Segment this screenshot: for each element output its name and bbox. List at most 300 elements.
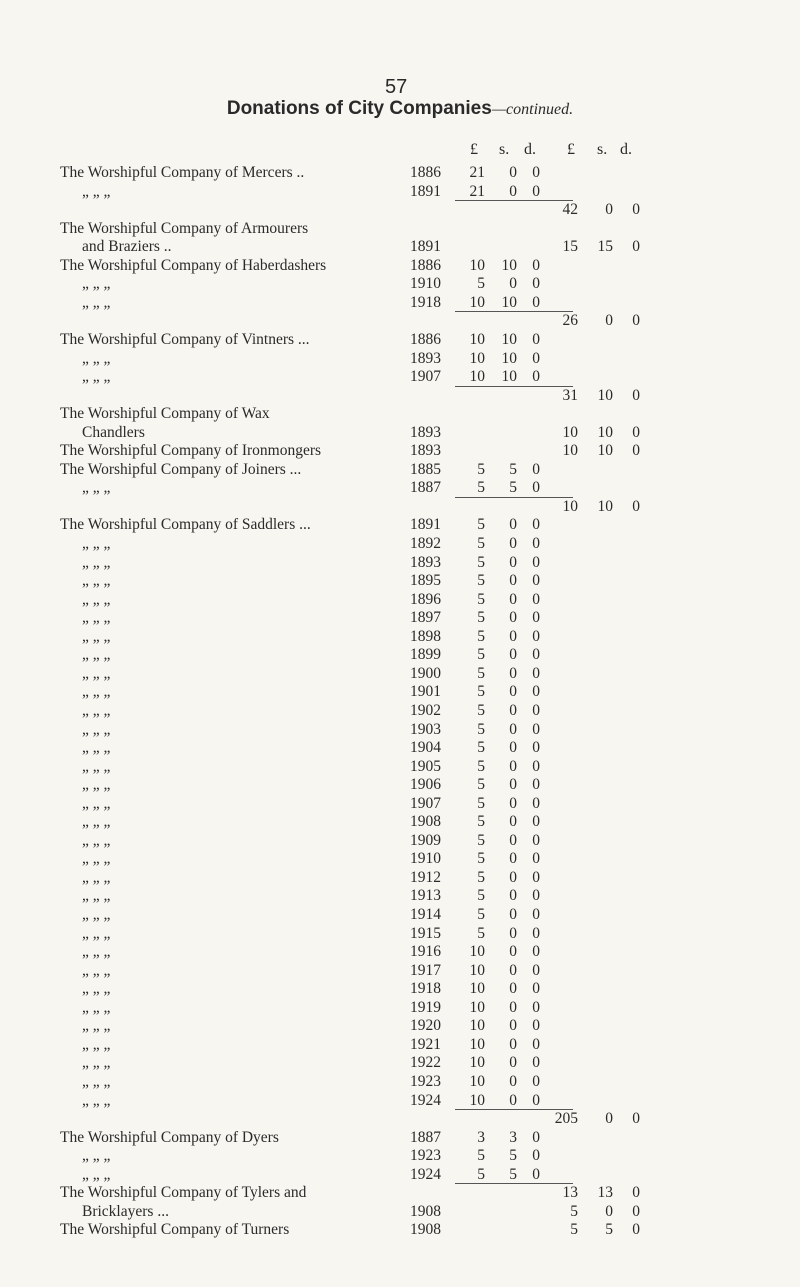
- year: 1921: [410, 1036, 441, 1053]
- table-row: [0, 1184, 800, 1201]
- amount-shillings: 0: [509, 758, 517, 775]
- ditto-marks: „ „ „: [82, 479, 111, 496]
- ditto-marks: „ „ „: [82, 795, 111, 812]
- heading-title: Donations of City Companies: [226, 98, 492, 119]
- company-name: The Worshipful Company of Vintners ...: [60, 331, 310, 348]
- table-row: [0, 1054, 800, 1071]
- amount-pence: 0: [532, 850, 540, 867]
- year: 1886: [410, 257, 441, 274]
- amount-shillings: 5: [509, 1166, 517, 1183]
- total-pounds: 42: [562, 201, 578, 218]
- amount-pounds: 5: [477, 813, 485, 830]
- amount-pounds: 10: [469, 331, 485, 348]
- table-row: [0, 832, 800, 849]
- table-row: [0, 424, 800, 441]
- amount-shillings: 0: [509, 739, 517, 756]
- amount-pence: 0: [532, 461, 540, 478]
- table-row: [0, 1092, 800, 1109]
- total-pounds: 10: [562, 442, 578, 459]
- amount-shillings: 0: [509, 572, 517, 589]
- year: 1903: [410, 721, 441, 738]
- amount-shillings: 0: [509, 980, 517, 997]
- ditto-marks: „ „ „: [82, 183, 111, 200]
- year: 1908: [410, 1203, 441, 1220]
- year: 1918: [410, 980, 441, 997]
- amount-pounds: 10: [469, 257, 485, 274]
- year: 1902: [410, 702, 441, 719]
- year: 1916: [410, 943, 441, 960]
- amount-shillings: 0: [509, 646, 517, 663]
- amount-pence: 0: [532, 609, 540, 626]
- page-number: 57: [385, 76, 408, 98]
- ditto-marks: „ „ „: [82, 1036, 111, 1053]
- amount-pence: 0: [532, 350, 540, 367]
- amount-shillings: 10: [501, 350, 517, 367]
- ditto-marks: „ „ „: [82, 962, 111, 979]
- amount-shillings: 5: [509, 479, 517, 496]
- amount-pounds: 5: [477, 887, 485, 904]
- amount-shillings: 0: [509, 164, 517, 181]
- total-pounds: 13: [562, 1184, 578, 1201]
- table-row: [0, 1166, 800, 1183]
- amount-shillings: 0: [509, 906, 517, 923]
- amount-pounds: 10: [469, 368, 485, 385]
- table-row: [0, 758, 800, 775]
- amount-pence: 0: [532, 813, 540, 830]
- ditto-marks: „ „ „: [82, 702, 111, 719]
- amount-pounds: 5: [477, 721, 485, 738]
- year: 1893: [410, 442, 441, 459]
- page-heading: [0, 98, 800, 120]
- amount-pence: 0: [532, 646, 540, 663]
- amount-pounds: 5: [477, 665, 485, 682]
- amount-pounds: 10: [469, 1054, 485, 1071]
- year: 1895: [410, 572, 441, 589]
- total-pence: 0: [632, 1110, 640, 1127]
- company-name: and Braziers ..: [82, 238, 172, 255]
- ditto-marks: „ „ „: [82, 850, 111, 867]
- table-row: [0, 275, 800, 292]
- ditto-marks: „ „ „: [82, 721, 111, 738]
- amount-pence: 0: [532, 294, 540, 311]
- table-row: [0, 220, 800, 237]
- total-pounds: 205: [554, 1110, 578, 1127]
- ditto-marks: „ „ „: [82, 813, 111, 830]
- year: 1924: [410, 1092, 441, 1109]
- amount-pence: 0: [532, 906, 540, 923]
- amount-shillings: 0: [509, 813, 517, 830]
- total-pence: 0: [632, 312, 640, 329]
- ditto-marks: „ „ „: [82, 1166, 111, 1183]
- total-pence: 0: [632, 1184, 640, 1201]
- amount-pounds: 5: [477, 554, 485, 571]
- amount-shillings: 0: [509, 183, 517, 200]
- amount-shillings: 0: [509, 721, 517, 738]
- ditto-marks: „ „ „: [82, 925, 111, 942]
- ditto-marks: „ „ „: [82, 646, 111, 663]
- table-row: [0, 1073, 800, 1090]
- amount-shillings: 10: [501, 294, 517, 311]
- ditto-marks: „ „ „: [82, 999, 111, 1016]
- total-pounds: 31: [562, 387, 578, 404]
- year: 1922: [410, 1054, 441, 1071]
- table-row: [0, 479, 800, 496]
- total-row: [0, 1110, 800, 1127]
- amount-shillings: 0: [509, 832, 517, 849]
- total-shillings: 10: [597, 442, 613, 459]
- ditto-marks: „ „ „: [82, 683, 111, 700]
- ditto-marks: „ „ „: [82, 554, 111, 571]
- subtotal-pounds-header: £: [470, 141, 478, 158]
- table-row: [0, 702, 800, 719]
- table-row: [0, 331, 800, 348]
- amount-pence: 0: [532, 683, 540, 700]
- amount-pence: 0: [532, 758, 540, 775]
- year: 1909: [410, 832, 441, 849]
- ditto-marks: „ „ „: [82, 1147, 111, 1164]
- total-pounds: 10: [562, 424, 578, 441]
- table-row: [0, 294, 800, 311]
- amount-pounds: 21: [469, 164, 485, 181]
- amount-shillings: 0: [509, 1073, 517, 1090]
- amount-shillings: 0: [509, 962, 517, 979]
- amount-pence: 0: [532, 628, 540, 645]
- amount-pounds: 5: [477, 479, 485, 496]
- amount-pence: 0: [532, 1036, 540, 1053]
- table-row: [0, 609, 800, 626]
- total-pence: 0: [632, 201, 640, 218]
- amount-pence: 0: [532, 665, 540, 682]
- company-name: Bricklayers ...: [82, 1203, 169, 1220]
- amount-shillings: 0: [509, 1017, 517, 1034]
- amount-shillings: 0: [509, 776, 517, 793]
- amount-pence: 0: [532, 572, 540, 589]
- ditto-marks: „ „ „: [82, 1054, 111, 1071]
- amount-pounds: 3: [477, 1129, 485, 1146]
- amount-pence: 0: [532, 516, 540, 533]
- table-row: [0, 850, 800, 867]
- table-row: [0, 665, 800, 682]
- amount-shillings: 10: [501, 368, 517, 385]
- amount-shillings: 0: [509, 943, 517, 960]
- amount-pence: 0: [532, 1054, 540, 1071]
- company-name: The Worshipful Company of Mercers ..: [60, 164, 305, 181]
- total-shillings: 10: [597, 498, 613, 515]
- amount-pounds: 10: [469, 999, 485, 1016]
- table-row: [0, 572, 800, 589]
- heading-continued: —continued.: [491, 101, 574, 118]
- amount-pounds: 5: [477, 461, 485, 478]
- amount-pence: 0: [532, 1147, 540, 1164]
- amount-pounds: 5: [477, 869, 485, 886]
- total-pence-header: d.: [620, 141, 632, 158]
- ditto-marks: „ „ „: [82, 758, 111, 775]
- amount-pence: 0: [532, 887, 540, 904]
- total-row: [0, 312, 800, 329]
- amount-shillings: 0: [509, 999, 517, 1016]
- year: 1893: [410, 424, 441, 441]
- table-row: [0, 164, 800, 181]
- ditto-marks: „ „ „: [82, 739, 111, 756]
- table-row: [0, 183, 800, 200]
- total-row: [0, 201, 800, 218]
- amount-pounds: 21: [469, 183, 485, 200]
- ditto-marks: „ „ „: [82, 665, 111, 682]
- amount-pounds: 5: [477, 758, 485, 775]
- table-row: [0, 535, 800, 552]
- company-name: Chandlers: [82, 424, 145, 441]
- year: 1896: [410, 591, 441, 608]
- total-pence: 0: [632, 1203, 640, 1220]
- year: 1905: [410, 758, 441, 775]
- amount-pounds: 5: [477, 739, 485, 756]
- amount-shillings: 10: [501, 257, 517, 274]
- amount-pounds: 5: [477, 275, 485, 292]
- table-row: [0, 1036, 800, 1053]
- amount-shillings: 0: [509, 535, 517, 552]
- table-row: [0, 925, 800, 942]
- amount-shillings: 0: [509, 925, 517, 942]
- table-row: [0, 257, 800, 274]
- year: 1923: [410, 1147, 441, 1164]
- year: 1886: [410, 331, 441, 348]
- table-row: [0, 869, 800, 886]
- amount-pence: 0: [532, 368, 540, 385]
- ditto-marks: „ „ „: [82, 1017, 111, 1034]
- table-row: [0, 628, 800, 645]
- amount-pence: 0: [532, 331, 540, 348]
- ditto-marks: „ „ „: [82, 535, 111, 552]
- year: 1908: [410, 1221, 441, 1238]
- amount-pounds: 5: [477, 702, 485, 719]
- ditto-marks: „ „ „: [82, 887, 111, 904]
- ditto-marks: „ „ „: [82, 906, 111, 923]
- year: 1885: [410, 461, 441, 478]
- amount-pounds: 5: [477, 572, 485, 589]
- year: 1915: [410, 925, 441, 942]
- subtotal-pence-header: d.: [524, 141, 536, 158]
- amount-pounds: 10: [469, 962, 485, 979]
- total-shillings: 5: [605, 1221, 613, 1238]
- year: 1910: [410, 850, 441, 867]
- total-pence: 0: [632, 1221, 640, 1238]
- total-shillings: 0: [605, 1110, 613, 1127]
- amount-pounds: 5: [477, 832, 485, 849]
- year: 1899: [410, 646, 441, 663]
- year: 1892: [410, 535, 441, 552]
- year: 1924: [410, 1166, 441, 1183]
- amount-pounds: 5: [477, 1147, 485, 1164]
- ditto-marks: „ „ „: [82, 368, 111, 385]
- year: 1920: [410, 1017, 441, 1034]
- company-name: The Worshipful Company of Ironmongers: [60, 442, 322, 459]
- amount-pence: 0: [532, 1166, 540, 1183]
- amount-pence: 0: [532, 795, 540, 812]
- amount-pence: 0: [532, 832, 540, 849]
- table-row: [0, 962, 800, 979]
- amount-shillings: 0: [509, 554, 517, 571]
- table-row: [0, 368, 800, 385]
- year: 1923: [410, 1073, 441, 1090]
- table-row: [0, 591, 800, 608]
- amount-shillings: 0: [509, 869, 517, 886]
- year: 1913: [410, 887, 441, 904]
- company-name: The Worshipful Company of Dyers: [60, 1129, 279, 1146]
- table-row: [0, 943, 800, 960]
- amount-pence: 0: [532, 943, 540, 960]
- amount-pounds: 10: [469, 1092, 485, 1109]
- ditto-marks: „ „ „: [82, 776, 111, 793]
- total-pence: 0: [632, 498, 640, 515]
- company-name: The Worshipful Company of Wax: [60, 405, 270, 422]
- year: 1891: [410, 238, 441, 255]
- amount-shillings: 0: [509, 1054, 517, 1071]
- ditto-marks: „ „ „: [82, 869, 111, 886]
- table-row: [0, 238, 800, 255]
- total-pounds: 5: [570, 1203, 578, 1220]
- year: 1891: [410, 516, 441, 533]
- amount-pounds: 5: [477, 1166, 485, 1183]
- amount-pounds: 5: [477, 591, 485, 608]
- amount-shillings: 0: [509, 1036, 517, 1053]
- total-pence: 0: [632, 387, 640, 404]
- total-pounds-header: £: [567, 141, 575, 158]
- ditto-marks: „ „ „: [82, 1092, 111, 1109]
- amount-pounds: 10: [469, 1073, 485, 1090]
- amount-shillings: 0: [509, 609, 517, 626]
- year: 1886: [410, 164, 441, 181]
- amount-pence: 0: [532, 925, 540, 942]
- ditto-marks: „ „ „: [82, 350, 111, 367]
- company-name: The Worshipful Company of Tylers and: [60, 1184, 307, 1201]
- total-pounds: 15: [562, 238, 578, 255]
- table-row: [0, 1221, 800, 1238]
- amount-shillings: 5: [509, 461, 517, 478]
- total-shillings: 0: [605, 312, 613, 329]
- table-row: [0, 906, 800, 923]
- total-shillings: 0: [605, 201, 613, 218]
- total-shillings: 10: [597, 424, 613, 441]
- ditto-marks: „ „ „: [82, 591, 111, 608]
- amount-pence: 0: [532, 999, 540, 1016]
- amount-pounds: 5: [477, 628, 485, 645]
- amount-pounds: 5: [477, 850, 485, 867]
- amount-pounds: 5: [477, 906, 485, 923]
- table-row: [0, 999, 800, 1016]
- year: 1901: [410, 683, 441, 700]
- table-row: [0, 887, 800, 904]
- table-row: [0, 1147, 800, 1164]
- table-row: [0, 405, 800, 422]
- table-row: [0, 554, 800, 571]
- amount-pounds: 10: [469, 943, 485, 960]
- amount-pence: 0: [532, 869, 540, 886]
- table-row: [0, 776, 800, 793]
- amount-pounds: 5: [477, 683, 485, 700]
- table-row: [0, 1017, 800, 1034]
- total-pence: 0: [632, 238, 640, 255]
- total-shillings-header: s.: [597, 141, 608, 158]
- table-row: [0, 813, 800, 830]
- table-row: [0, 683, 800, 700]
- ditto-marks: „ „ „: [82, 1073, 111, 1090]
- amount-pence: 0: [532, 164, 540, 181]
- year: 1917: [410, 962, 441, 979]
- total-pence: 0: [632, 424, 640, 441]
- company-name: The Worshipful Company of Haberdashers: [60, 257, 327, 274]
- amount-pounds: 10: [469, 1036, 485, 1053]
- table-row: [0, 461, 800, 478]
- year: 1904: [410, 739, 441, 756]
- table-row: [0, 1203, 800, 1220]
- company-name: The Worshipful Company of Joiners ...: [60, 461, 302, 478]
- year: 1887: [410, 1129, 441, 1146]
- amount-pence: 0: [532, 535, 540, 552]
- ditto-marks: „ „ „: [82, 943, 111, 960]
- amount-pence: 0: [532, 1073, 540, 1090]
- amount-shillings: 0: [509, 702, 517, 719]
- amount-shillings: 10: [501, 331, 517, 348]
- table-row: [0, 516, 800, 533]
- table-row: [0, 646, 800, 663]
- year: 1900: [410, 665, 441, 682]
- amount-pence: 0: [532, 776, 540, 793]
- year: 1893: [410, 554, 441, 571]
- amount-shillings: 0: [509, 516, 517, 533]
- ditto-marks: „ „ „: [82, 609, 111, 626]
- year: 1910: [410, 275, 441, 292]
- year: 1906: [410, 776, 441, 793]
- amount-pounds: 10: [469, 1017, 485, 1034]
- ditto-marks: „ „ „: [82, 572, 111, 589]
- total-row: [0, 387, 800, 404]
- amount-shillings: 3: [509, 1129, 517, 1146]
- year: 1897: [410, 609, 441, 626]
- amount-shillings: 0: [509, 795, 517, 812]
- year: 1887: [410, 479, 441, 496]
- table-row: [0, 350, 800, 367]
- amount-shillings: 0: [509, 628, 517, 645]
- year: 1918: [410, 294, 441, 311]
- amount-pence: 0: [532, 591, 540, 608]
- amount-pounds: 10: [469, 980, 485, 997]
- total-pence: 0: [632, 442, 640, 459]
- company-name: The Worshipful Company of Turners: [60, 1221, 290, 1238]
- amount-pence: 0: [532, 980, 540, 997]
- amount-shillings: 5: [509, 1147, 517, 1164]
- total-pounds: 26: [562, 312, 578, 329]
- year: 1891: [410, 183, 441, 200]
- ditto-marks: „ „ „: [82, 628, 111, 645]
- year: 1898: [410, 628, 441, 645]
- subtotal-shillings-header: s.: [499, 141, 510, 158]
- amount-pounds: 5: [477, 609, 485, 626]
- year: 1908: [410, 813, 441, 830]
- amount-shillings: 0: [509, 683, 517, 700]
- amount-shillings: 0: [509, 887, 517, 904]
- amount-pence: 0: [532, 183, 540, 200]
- company-name: The Worshipful Company of Saddlers ...: [60, 516, 311, 533]
- year: 1919: [410, 999, 441, 1016]
- total-shillings: 10: [597, 387, 613, 404]
- total-shillings: 15: [597, 238, 613, 255]
- amount-pounds: 10: [469, 294, 485, 311]
- amount-pounds: 5: [477, 795, 485, 812]
- amount-pounds: 5: [477, 535, 485, 552]
- amount-pounds: 5: [477, 646, 485, 663]
- amount-pounds: 5: [477, 776, 485, 793]
- amount-pounds: 5: [477, 516, 485, 533]
